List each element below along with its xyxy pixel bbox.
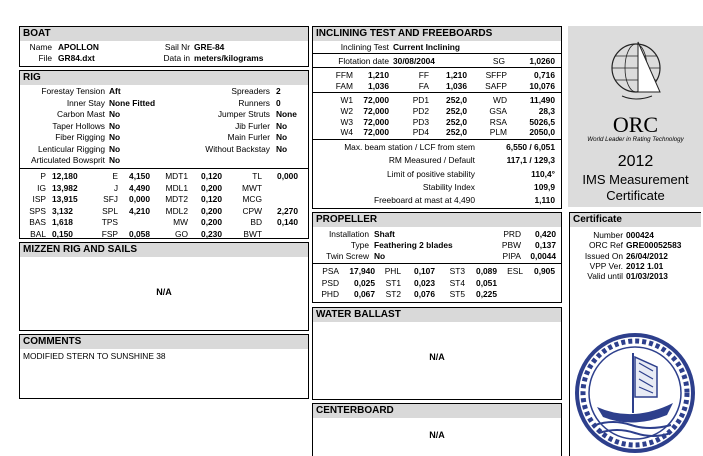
weight-label: RSA <box>489 116 507 127</box>
rig-table-value: 0,120 <box>201 194 222 204</box>
orc-globe-logo <box>608 38 668 116</box>
propeller-label: PSD <box>321 277 339 288</box>
prd-label: PRD <box>503 229 521 239</box>
weight-label: PD1 <box>412 95 429 105</box>
stability-label: Max. beam station / LCF from stem <box>344 142 475 152</box>
stability-value: 1,110 <box>534 195 555 206</box>
weight-value: 11,490 <box>529 95 555 105</box>
propeller-panel <box>312 212 562 303</box>
orc-tagline: World Leader in Rating Technology <box>587 136 684 143</box>
pipa-value: 0,0044 <box>530 251 556 261</box>
rig-table-label: MCG <box>242 194 262 204</box>
sg-label: SG <box>492 56 505 66</box>
rig-table-value: 2,270 <box>277 205 298 216</box>
pbw-label: PBW <box>501 240 521 250</box>
rig-table-label: ISP <box>32 194 46 204</box>
rig-value: No <box>109 132 121 142</box>
propeller-label: ST1 <box>385 277 401 288</box>
inclining-header: INCLINING TEST AND FREEBOARDS <box>313 27 561 41</box>
rig-label: Lenticular Rigging <box>37 143 105 154</box>
rig-value: 2 <box>276 86 281 96</box>
freeboard-value: 1,036 <box>446 80 467 91</box>
rig-table-label: P <box>40 171 46 181</box>
propeller-value: 0,905 <box>534 266 555 276</box>
certificate-title-1: IMS Measurement <box>582 172 689 187</box>
rig-table-value: 4,210 <box>129 205 150 216</box>
freeboard-label: SFFP <box>485 70 507 80</box>
weight-value: 2050,0 <box>529 127 555 138</box>
rig-value: No <box>276 143 288 154</box>
weight-label: PD3 <box>412 116 429 127</box>
stability-label: Freeboard at mast at 4,490 <box>373 195 475 206</box>
comments-panel <box>19 334 309 399</box>
comments-header: COMMENTS <box>20 335 308 349</box>
propeller-value: 17,940 <box>349 266 375 276</box>
rig-table-label: BD <box>250 217 262 227</box>
freeboard-value: 1,036 <box>368 80 389 91</box>
inclining-panel <box>312 26 562 209</box>
rig-value: No <box>109 155 121 165</box>
stability-label: Limit of positive stability <box>387 168 475 179</box>
freeboard-label: FAM <box>335 80 353 91</box>
rig-table-value: 12,180 <box>52 171 78 181</box>
rig-table-label: J <box>113 182 118 193</box>
rig-panel <box>19 70 309 239</box>
rig-table-label: BAL <box>30 228 46 239</box>
weight-label: W1 <box>340 95 353 105</box>
orc-logo-text: ORC <box>612 112 659 137</box>
centerboard-header: CENTERBOARD <box>313 404 561 418</box>
boat-name-value: APOLLON <box>58 42 99 52</box>
rig-table-label: CPW <box>242 205 262 216</box>
freeboard-label: SAFP <box>485 80 507 91</box>
stability-value: 110,4° <box>531 168 555 179</box>
rig-table-label: BAS <box>29 217 46 227</box>
rig-label: Spreaders <box>231 86 270 96</box>
twin-screw-value: No <box>374 251 386 261</box>
certificate-label: Issued On <box>584 250 623 261</box>
boat-sailnr-value: GRE-84 <box>194 42 225 52</box>
rig-label: Carbon Mast <box>57 109 105 119</box>
rig-table-label: MDT2 <box>165 194 188 204</box>
rig-header: RIG <box>20 71 308 85</box>
propeller-header: PROPELLER <box>313 213 561 227</box>
rig-table-value: 4,490 <box>129 182 150 193</box>
propeller-label: ST4 <box>449 277 465 288</box>
rig-label: Jumper Struts <box>217 109 270 119</box>
rig-value: No <box>109 143 121 154</box>
stability-value: 117,1 / 129,3 <box>506 155 555 166</box>
inclining-divider-1 <box>313 53 561 54</box>
propeller-value: 0,051 <box>476 277 497 288</box>
rig-table-value: 0,150 <box>52 228 73 239</box>
rig-table-value: 0,120 <box>201 171 222 181</box>
stability-label: RM Measured / Default <box>388 155 475 166</box>
boat-sailnr-label: Sail Nr <box>164 42 190 52</box>
propeller-value: 0,025 <box>354 277 375 288</box>
rig-label: Taper Hollows <box>52 120 105 131</box>
water-ballast-panel <box>312 307 562 400</box>
rig-label: Without Backstay <box>205 143 270 154</box>
rig-label: Main Furler <box>227 132 270 142</box>
weight-value: 252,0 <box>446 95 467 105</box>
rig-value: None Fitted <box>109 97 156 108</box>
rig-table-label: MDL1 <box>165 182 188 193</box>
rig-value: Aft <box>109 86 121 96</box>
rig-value: No <box>109 109 121 119</box>
rig-value: None <box>276 109 297 119</box>
type-value: Feathering 2 blades <box>374 240 453 250</box>
rig-table-value: 1,618 <box>52 217 73 227</box>
propeller-label: PHD <box>321 289 339 299</box>
rig-table-label: SPS <box>29 205 46 216</box>
rig-table-label: BWT <box>243 228 262 239</box>
installation-value: Shaft <box>374 229 395 239</box>
rig-table-value: 3,132 <box>52 205 73 216</box>
inclining-divider-2 <box>313 67 561 68</box>
certificate-value: 01/03/2013 <box>626 271 668 282</box>
rig-table-value: 0,200 <box>201 205 222 216</box>
certificate-value: 000424 <box>626 230 654 240</box>
freeboard-label: FFM <box>335 70 353 80</box>
propeller-divider <box>313 263 561 264</box>
propeller-value: 0,076 <box>414 289 435 299</box>
boat-datain-value: meters/kilograms <box>194 53 264 63</box>
propeller-label: ST2 <box>385 289 401 299</box>
freeboard-value: 10,076 <box>529 80 555 91</box>
rig-table-label: MWT <box>242 182 262 193</box>
rig-table-label: TL <box>252 171 262 181</box>
weight-label: W2 <box>340 105 353 116</box>
rig-label: Inner Stay <box>66 97 105 108</box>
water-ballast-header: WATER BALLAST <box>313 308 561 322</box>
rig-value: No <box>276 120 288 131</box>
rig-label: Articulated Bowsprit <box>30 155 105 165</box>
mizzen-header: MIZZEN RIG AND SAILS <box>20 243 308 257</box>
rig-table-label: IG <box>37 182 46 193</box>
certificate-value: 26/04/2012 <box>626 250 668 261</box>
freeboard-label: FF <box>418 70 429 80</box>
certificate-value: 2012 1.01 <box>626 260 664 271</box>
propeller-value: 0,023 <box>414 277 435 288</box>
freeboard-value: 0,716 <box>534 70 555 80</box>
propeller-value: 0,089 <box>476 266 497 276</box>
rig-table-value: 0,140 <box>277 217 298 227</box>
certificate-value: GRE00052583 <box>626 240 682 251</box>
weight-value: 252,0 <box>446 105 467 116</box>
boat-file-label: File <box>38 53 52 63</box>
rig-value: No <box>109 120 121 131</box>
sg-value: 1,0260 <box>529 56 555 66</box>
centerboard-panel <box>312 403 562 456</box>
rig-label: Forestay Tension <box>41 86 105 96</box>
weight-value: 72,000 <box>363 95 389 105</box>
weight-label: WD <box>493 95 507 105</box>
propeller-label: PSA <box>322 266 339 276</box>
certificate-label: VPP Ver. <box>589 260 623 271</box>
weight-label: W4 <box>340 127 353 138</box>
ship-seal-icon <box>573 331 697 455</box>
twin-screw-label: Twin Screw <box>326 251 369 261</box>
rig-divider <box>20 168 308 169</box>
mizzen-panel <box>19 242 309 331</box>
weight-value: 72,000 <box>363 116 389 127</box>
weight-value: 72,000 <box>363 105 389 116</box>
rig-label: Jib Furler <box>235 120 270 131</box>
certificate-panel <box>569 212 701 456</box>
propeller-label: ST3 <box>449 266 465 276</box>
flotation-label: Flotation date <box>338 56 389 66</box>
boat-name-label: Name <box>29 42 52 52</box>
rig-value: No <box>276 132 288 142</box>
boat-header: BOAT <box>20 27 308 41</box>
stability-label: Stability Index <box>422 181 475 192</box>
weight-label: W3 <box>340 116 353 127</box>
weight-value: 28,3 <box>538 105 555 116</box>
boat-panel <box>19 26 309 67</box>
rig-value: 0 <box>276 97 281 108</box>
rig-table-value: 0,058 <box>129 228 150 239</box>
prd-value: 0,420 <box>535 229 556 239</box>
weight-label: PD2 <box>412 105 429 116</box>
certificate-title-2: Certificate <box>606 188 665 203</box>
rig-table-label: SFJ <box>103 194 118 204</box>
certificate-header: Certificate <box>570 213 701 227</box>
weight-label: GSA <box>489 105 507 116</box>
rig-table-label: TPS <box>101 217 118 227</box>
weight-label: PD4 <box>412 127 429 138</box>
boat-file-value: GR84.dxt <box>58 53 95 63</box>
inclining-test-value: Current Inclining <box>393 42 460 52</box>
propeller-label: ST5 <box>449 289 465 299</box>
weight-value: 72,000 <box>363 127 389 138</box>
rig-table-value: 0,000 <box>277 171 298 181</box>
mizzen-value: N/A <box>156 287 172 297</box>
comments-text: MODIFIED STERN TO SUNSHINE 38 <box>23 351 166 361</box>
certificate-label: ORC Ref <box>589 240 623 251</box>
propeller-value: 0,225 <box>476 289 497 299</box>
rig-table-value: 13,915 <box>52 194 78 204</box>
stability-value: 6,550 / 6,051 <box>506 142 555 152</box>
rig-table-label: MDL2 <box>165 205 188 216</box>
rig-table-value: 0,200 <box>201 182 222 193</box>
weight-value: 252,0 <box>446 127 467 138</box>
propeller-value: 0,107 <box>414 266 435 276</box>
centerboard-value: N/A <box>429 430 445 440</box>
boat-datain-label: Data in <box>163 53 190 63</box>
rig-table-value: 0,200 <box>201 217 222 227</box>
freeboard-value: 1,210 <box>368 70 389 80</box>
freeboard-value: 1,210 <box>446 70 467 80</box>
certificate-label: Number <box>593 230 623 240</box>
rig-table-value: 0,000 <box>129 194 150 204</box>
weight-label: PLM <box>489 127 507 138</box>
rig-label: Fiber Rigging <box>55 132 105 142</box>
certificate-year: 2012 <box>617 153 654 170</box>
water-ballast-value: N/A <box>429 352 445 362</box>
orc-logo-area <box>568 26 703 207</box>
inclining-divider-4 <box>313 139 561 140</box>
inclining-divider-3 <box>313 92 561 93</box>
rig-table-label: E <box>112 171 118 181</box>
flotation-value: 30/08/2004 <box>393 56 435 66</box>
rig-table-label: MDT1 <box>165 171 188 181</box>
rig-table-label: FSP <box>101 228 118 239</box>
propeller-label: ESL <box>507 266 523 276</box>
weight-value: 252,0 <box>446 116 467 127</box>
rig-table-value: 0,230 <box>201 228 222 239</box>
propeller-value: 0,067 <box>354 289 375 299</box>
inclining-test-label: Inclining Test <box>340 42 389 52</box>
rig-table-label: MW <box>173 217 188 227</box>
type-label: Type <box>350 240 369 250</box>
freeboard-label: FA <box>418 80 429 91</box>
installation-label: Installation <box>328 229 369 239</box>
rig-table-label: GO <box>174 228 188 239</box>
stability-value: 109,9 <box>534 181 555 192</box>
certificate-label: Valid until <box>587 271 623 282</box>
pbw-value: 0,137 <box>535 240 556 250</box>
rig-table-value: 4,150 <box>129 171 150 181</box>
propeller-label: PHL <box>384 266 401 276</box>
pipa-label: PIPA <box>502 251 521 261</box>
rig-table-label: SPL <box>102 205 118 216</box>
rig-table-value: 13,982 <box>52 182 78 193</box>
weight-value: 5026,5 <box>529 116 555 127</box>
rig-label: Runners <box>238 97 270 108</box>
